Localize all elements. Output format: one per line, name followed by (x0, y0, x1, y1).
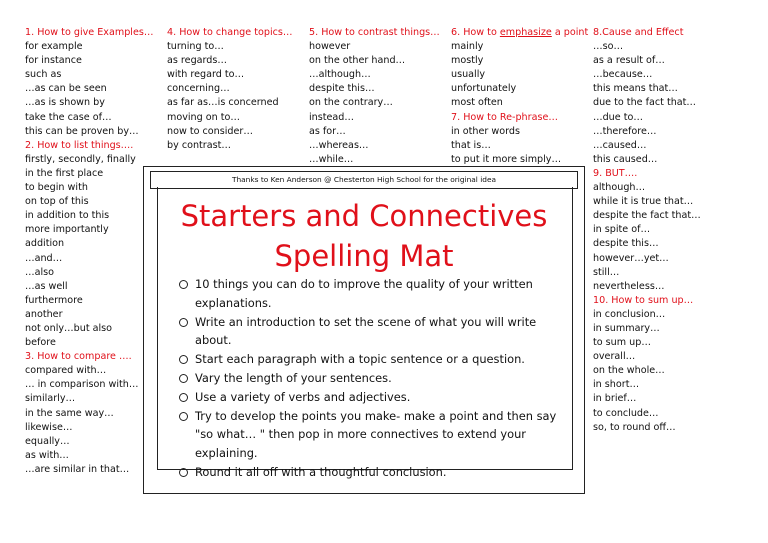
heading-but: 9. BUT…. (593, 167, 638, 179)
list-item: equally… (25, 435, 70, 447)
list-item: on the contrary… (309, 97, 393, 109)
tip-text: 10 things you can do to improve the quality of your written explanations. (195, 277, 533, 310)
circle-bullet-icon (179, 280, 188, 289)
heading-rephrase: 7. How to Re-phrase… (451, 111, 558, 123)
list-item: in conclusion… (593, 308, 666, 320)
list-item: moving on to… (167, 111, 241, 123)
list-item: in the same way… (25, 407, 114, 419)
heading-emphasize-pre: 6. How to (451, 27, 500, 38)
list-item: nevertheless… (593, 280, 665, 292)
circle-bullet-icon (179, 374, 188, 383)
list-item: usually (451, 69, 486, 81)
list-item: on the other hand… (309, 55, 406, 67)
list-item: so, to round off… (593, 421, 676, 433)
list-item: as regards… (167, 55, 227, 67)
list-item: by contrast… (167, 139, 231, 151)
list-item: to begin with (25, 182, 88, 194)
circle-bullet-icon (179, 412, 188, 421)
list-item: …whereas… (309, 139, 369, 151)
list-item: mainly (451, 41, 484, 53)
list-item: …caused… (593, 139, 647, 151)
tip-item (179, 350, 564, 369)
list-item: mostly (451, 55, 484, 67)
tip-item (179, 313, 564, 351)
list-item: such as (25, 69, 62, 81)
tip-text: Use a variety of verbs and adjectives. (195, 389, 411, 404)
list-item: in short… (593, 379, 640, 391)
heading-list-things: 2. How to list things…. (25, 139, 134, 151)
list-item: …because… (593, 69, 653, 81)
list-item: similarly… (25, 393, 76, 405)
tip-item (179, 407, 564, 463)
list-item: …also (25, 266, 55, 278)
list-item: …are similar in that… (25, 463, 130, 475)
column-emphasize-rephrase (451, 26, 588, 167)
circle-bullet-icon (179, 393, 188, 402)
list-item: however…yet… (593, 252, 669, 264)
list-item: …as well (25, 280, 68, 292)
heading-contrast: 5. How to contrast things… (309, 27, 440, 38)
list-item: to conclude… (593, 407, 659, 419)
heading-emphasize-post: a point (551, 27, 589, 38)
circle-bullet-icon (179, 318, 188, 327)
list-item: most often (451, 97, 503, 109)
list-item: on top of this (25, 196, 89, 208)
list-item: still… (593, 266, 620, 278)
list-item: this means that… (593, 83, 678, 95)
list-item: however (309, 41, 351, 53)
list-item: …while… (309, 153, 354, 165)
list-item: with regard to… (167, 69, 245, 81)
list-item: more importantly (25, 224, 109, 236)
heading-change-topics: 4. How to change topics… (167, 27, 293, 38)
list-item: instead… (309, 111, 354, 123)
list-item: for example (25, 41, 83, 53)
list-item: …therefore… (593, 125, 657, 137)
tip-item (179, 369, 564, 388)
column-examples-list-compare (25, 26, 153, 477)
tip-item (179, 275, 564, 313)
list-item: …and… (25, 252, 63, 264)
list-item: before (25, 337, 56, 349)
list-item: in addition to this (25, 210, 110, 222)
tip-text: Try to develop the points you make- make a point and then say "so what… " then pop in more connectives to extend your explaining. (195, 408, 557, 461)
list-item: despite the fact that… (593, 210, 701, 222)
list-item: concerning… (167, 83, 230, 95)
list-item: in spite of… (593, 224, 651, 236)
tip-item (179, 463, 564, 482)
list-item: … in comparison with… (25, 379, 139, 391)
list-item: in the first place (25, 167, 104, 179)
list-item: as for… (309, 125, 346, 137)
heading-emphasize (451, 26, 588, 40)
list-item: another (25, 308, 63, 320)
heading-compare: 3. How to compare …. (25, 351, 132, 363)
title-line-1: Starters and Connectives (180, 199, 548, 233)
circle-bullet-icon (179, 355, 188, 364)
list-item: to put it more simply… (451, 153, 562, 165)
list-item: to sum up… (593, 337, 651, 349)
heading-examples: 1. How to give Examples… (25, 27, 154, 38)
tip-item (179, 388, 564, 407)
list-item: as far as…is concerned (167, 97, 279, 109)
list-item: …due to… (593, 111, 643, 123)
heading-sum-up: 10. How to sum up… (593, 294, 694, 306)
list-item: addition (25, 238, 65, 250)
list-item: in other words (451, 125, 520, 137)
column-cause-but-sum (593, 26, 701, 435)
credit-banner: Thanks to Ken Anderson @ Chesterton High School for the original idea (150, 171, 578, 189)
column-change-topics (167, 26, 292, 153)
list-item: …although… (309, 69, 371, 81)
list-item: while it is true that… (593, 196, 694, 208)
list-item: compared with… (25, 365, 107, 377)
list-item: on the whole… (593, 365, 665, 377)
list-item: as a result of… (593, 55, 665, 67)
title-line-2: Spelling Mat (274, 239, 454, 273)
list-item: despite this… (309, 83, 375, 95)
list-item: this can be proven by… (25, 125, 139, 137)
tip-text: Vary the length of your sentences. (195, 370, 392, 385)
list-item: in brief… (593, 393, 637, 405)
list-item: not only…but also (25, 322, 113, 334)
list-item: although… (593, 182, 646, 194)
list-item: …as can be seen (25, 83, 107, 95)
list-item: …as is shown by (25, 97, 105, 109)
list-item: for instance (25, 55, 82, 67)
list-item: as with… (25, 449, 69, 461)
list-item: in summary… (593, 322, 660, 334)
heading-cause-effect: 8.Cause and Effect (593, 27, 684, 38)
list-item: firstly, secondly, finally (25, 153, 136, 165)
list-item: …so… (593, 41, 624, 53)
list-item: unfortunately (451, 83, 517, 95)
list-item: take the case of… (25, 111, 112, 123)
list-item: this caused… (593, 153, 658, 165)
list-item: furthermore (25, 294, 83, 306)
circle-bullet-icon (179, 468, 188, 477)
list-item: despite this… (593, 238, 659, 250)
list-item: overall… (593, 351, 636, 363)
tips-list (179, 275, 564, 482)
list-item: that is… (451, 139, 491, 151)
list-item: now to consider… (167, 125, 253, 137)
tip-text: Start each paragraph with a topic sentence or a question. (195, 352, 525, 367)
list-item: turning to… (167, 41, 224, 53)
list-item: due to the fact that… (593, 97, 697, 109)
tip-text: Write an introduction to set the scene of what you will write about. (195, 314, 537, 348)
column-contrast (309, 26, 440, 167)
tip-text: Round it all off with a thoughtful conclusion. (195, 464, 447, 479)
list-item: likewise… (25, 421, 73, 433)
heading-emphasize-word: emphasize (499, 27, 552, 38)
